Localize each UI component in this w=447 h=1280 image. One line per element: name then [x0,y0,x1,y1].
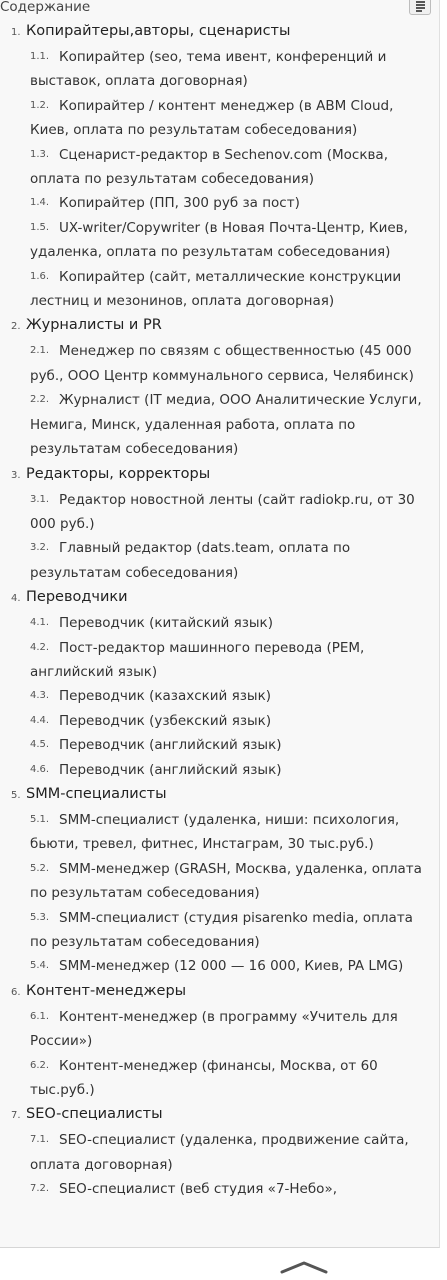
item-label: SEO-специалист (веб студия «7-Небо», [59,1181,337,1198]
item-label: SMM-специалист (студия pisarenko media, оплата по результатам собеседования) [30,909,413,950]
section-label: SMM-специалисты [26,785,167,802]
toc-item-link[interactable] [0,1054,427,1103]
section-label: Переводчики [26,589,128,606]
item-label: Копирайтер (ПП, 300 руб за пост) [59,195,300,212]
item-label: UX-writer/Copywriter (в Новая Почта-Центр, Киев, удаленка, оплата по результатам собеседования) [30,219,408,261]
item-number: 1.2. [30,99,50,111]
item-label: SMM-менеджер (GRASH, Москва, удаленка, оплата по результатам собеседования) [30,860,422,902]
item-number: 5.2. [30,862,50,874]
item-number: 4.1. [30,617,50,629]
list-toggle-icon[interactable] [409,0,431,15]
item-number: 1.3. [30,148,50,160]
item-label: Редактор новостной ленты (сайт radiokp.ru, от 30 000 руб.) [30,491,415,532]
toc-item-link[interactable] [0,216,427,265]
bottom-bar [0,1248,447,1280]
item-label: Менеджер по связям с общественностью (45 000 руб., ООО Центр коммунального сервиса, Челябинск) [30,343,414,384]
section-label: Контент-менеджеры [26,982,187,999]
item-label: Журналист (IT медиа, ООО Аналитические Услуги, Немига, Минск, удаленная работа, оплата по результатам собеседования) [30,392,422,458]
toc-item-link[interactable] [0,388,427,461]
item-number: 5.1. [30,813,50,825]
item-number: 4.6. [30,763,50,775]
toc-list [0,19,427,1202]
toc-item-link[interactable] [0,339,427,388]
section-number: 2. [11,321,21,333]
toc-section [0,1102,427,1201]
item-label: Переводчик (казахский язык) [59,688,272,705]
toc-subsection-list [0,45,427,313]
toc-section [0,462,427,586]
toc-title: Содержание [0,0,91,15]
toc-item-link[interactable] [0,636,427,685]
section-number: 4. [11,593,21,605]
toc-subsection-list [0,488,427,586]
toc-subsection-list [0,1128,427,1201]
item-label: Пост-редактор машинного перевода (PEM, английский язык) [30,639,365,680]
toc-item-link[interactable] [0,191,427,215]
toc-section-link[interactable] [0,1102,427,1128]
section-label: Редакторы, корректоры [26,465,211,482]
item-number: 4.5. [30,739,50,751]
item-number: 7.1. [30,1134,50,1146]
item-number: 6.2. [30,1059,50,1071]
item-label: Контент-менеджер (в программу «Учитель для России») [30,1008,398,1050]
toc-section [0,19,427,313]
item-number: 3.1. [30,493,50,505]
section-number: 1. [11,27,21,38]
toc-item-link[interactable] [0,611,427,635]
item-number: 3.2. [30,542,50,554]
toc-item-link[interactable] [0,758,427,782]
toc-item-link[interactable] [0,94,427,143]
item-number: 5.3. [30,911,50,923]
item-label: Переводчик (английский язык) [59,761,282,778]
item-label: SMM-менеджер (12 000 — 16 000, Киев, PA LMG) [59,958,404,975]
item-number: 1.6. [30,270,50,282]
section-label: Копирайтеры,авторы, сценаристы [26,23,291,39]
toc-item-link[interactable] [0,1177,427,1201]
item-label: Главный редактор (dats.team, оплата по результатам собеседования) [30,540,351,581]
item-label: SEO-специалист (удаленка, продвижение сайта, оплата договорная) [30,1132,409,1173]
item-label: Сценарист-редактор в Sechenov.com (Москва, оплата по результатам собеседования) [30,146,388,188]
toc-item-link[interactable] [0,684,427,708]
toc-section-link[interactable] [0,313,427,339]
item-number: 2.2. [30,394,50,406]
toc-item-link[interactable] [0,536,427,585]
toc-item-link[interactable] [0,1128,427,1177]
toc-item-link[interactable] [0,906,427,955]
section-label: Журналисты и PR [26,317,162,334]
item-label: Переводчик (узбекский язык) [59,712,272,729]
toc-section [0,782,427,979]
item-number: 7.2. [30,1183,50,1195]
toc-subsection-list [0,1005,427,1103]
item-label: Контент-менеджер (финансы, Москва, от 60 тыс.руб.) [30,1057,378,1099]
item-label: Копирайтер (сайт, металлические конструкции лестниц и мезонинов, оплата договорная) [30,268,402,310]
section-number: 7. [11,1110,21,1122]
item-number: 6.1. [30,1010,50,1022]
section-label: SEO-специалисты [26,1106,163,1123]
toc-item-link[interactable] [0,1005,427,1054]
toc-section [0,313,427,461]
item-number: 4.3. [30,690,50,702]
toc-section-link[interactable] [0,585,427,611]
toc-subsection-list [0,611,427,782]
item-label: Копирайтер (seo, тема ивент, конференций и выставок, оплата договорная) [30,49,387,90]
toc-section-link[interactable] [0,462,427,488]
toc-section [0,585,427,782]
item-number: 4.2. [30,641,50,653]
toc-section [0,979,427,1103]
item-label: Переводчик (английский язык) [59,737,282,754]
item-number: 5.4. [30,960,50,972]
toc-header [0,0,427,19]
toc-section-link[interactable] [0,782,427,808]
toc-item-link[interactable] [0,143,427,192]
item-label: Копирайтер / контент менеджер (в ABM Cloud, Киев, оплата по результатам собеседования) [30,97,394,139]
section-number: 6. [11,986,21,998]
item-number: 1.1. [30,51,50,62]
toc-section-link[interactable] [0,19,427,45]
toc-subsection-list [0,808,427,979]
chevron-up-icon[interactable] [280,1260,328,1274]
toc-item-link[interactable] [0,954,427,978]
item-number: 2.1. [30,345,50,357]
item-number: 4.4. [30,714,50,726]
toc-item-link[interactable] [0,488,427,537]
item-label: Переводчик (китайский язык) [59,615,273,632]
toc-item-link[interactable] [0,45,427,94]
toc-item-link[interactable] [0,857,427,906]
section-number: 3. [11,469,21,481]
toc-item-link[interactable] [0,733,427,757]
item-label: SMM-специалист (удаленка, ниши: психология, бьюти, тревел, фитнес, Инстаграм, 30 тыс.руб.) [30,811,400,853]
item-number: 1.5. [30,221,50,233]
toc-item-link[interactable] [0,808,427,857]
item-number: 1.4. [30,197,50,209]
toc-section-link[interactable] [0,979,427,1005]
section-number: 5. [11,789,21,801]
toc-item-link[interactable] [0,265,427,314]
toc-subsection-list [0,339,427,461]
toc-item-link[interactable] [0,709,427,733]
